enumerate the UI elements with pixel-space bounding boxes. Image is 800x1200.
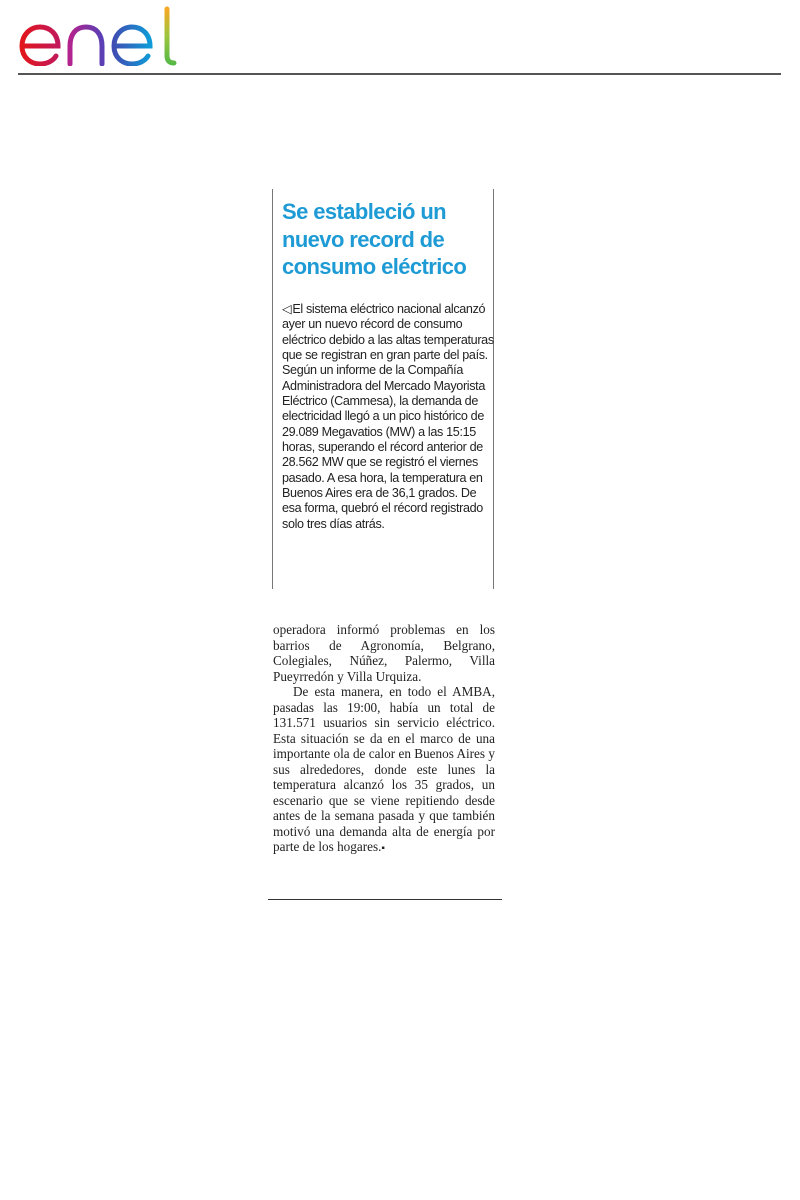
enel-logo — [18, 6, 180, 66]
article-end-icon: ▪ — [381, 843, 385, 854]
article-paragraph-2-text: De esta manera, en todo el AMBA, pasadas las 19:00, había un total de 131.571 usuarios sin servicio eléctrico. Esta situación se da en el marco de una importante ola de calor en Buenos Aires y sus alrededores, donde este lunes la temperatura alcanzó los 35 grados, un escenario que se viene repitiendo desde antes de la semana pasada y que también motivó una demanda alta de energía por parte de los hogares. — [273, 684, 495, 854]
sidebar-body-text: El sistema eléctrico nacional alcanzó ayer un nuevo récord de consumo eléctrico debido a las altas temperaturas que se registran en gran parte del país. Según un informe de la Compañía Administradora del Mercado Mayorista Eléctrico (Cammesa), la demanda de electricidad llegó a un pico histórico de 29.089 Megavatios (MW) a las 15:15 horas, superando el récord anterior de 28.562 MW que se registró el viernes pasado. A esa hora, la temperatura en Buenos Aires era de 36,1 grados. De esa forma, quebró el récord registrado solo tres días atrás. — [282, 302, 494, 531]
news-sidebar-box — [272, 189, 494, 589]
sidebar-body — [282, 302, 494, 532]
header-divider — [18, 73, 781, 75]
article-paragraph-1: operadora informó problemas en los barrios de Agronomía, Belgrano, Colegiales, Núñez, Palermo, Villa Pueyrredón y Villa Urquiza. — [273, 622, 495, 684]
article-paragraph-2 — [273, 684, 495, 857]
sidebar-headline: Se estableció un nuevo record de consumo eléctrico — [282, 199, 467, 279]
triangle-bullet-icon: ◁ — [282, 302, 292, 316]
article-bottom-rule — [268, 899, 502, 900]
article-continuation — [273, 622, 495, 857]
